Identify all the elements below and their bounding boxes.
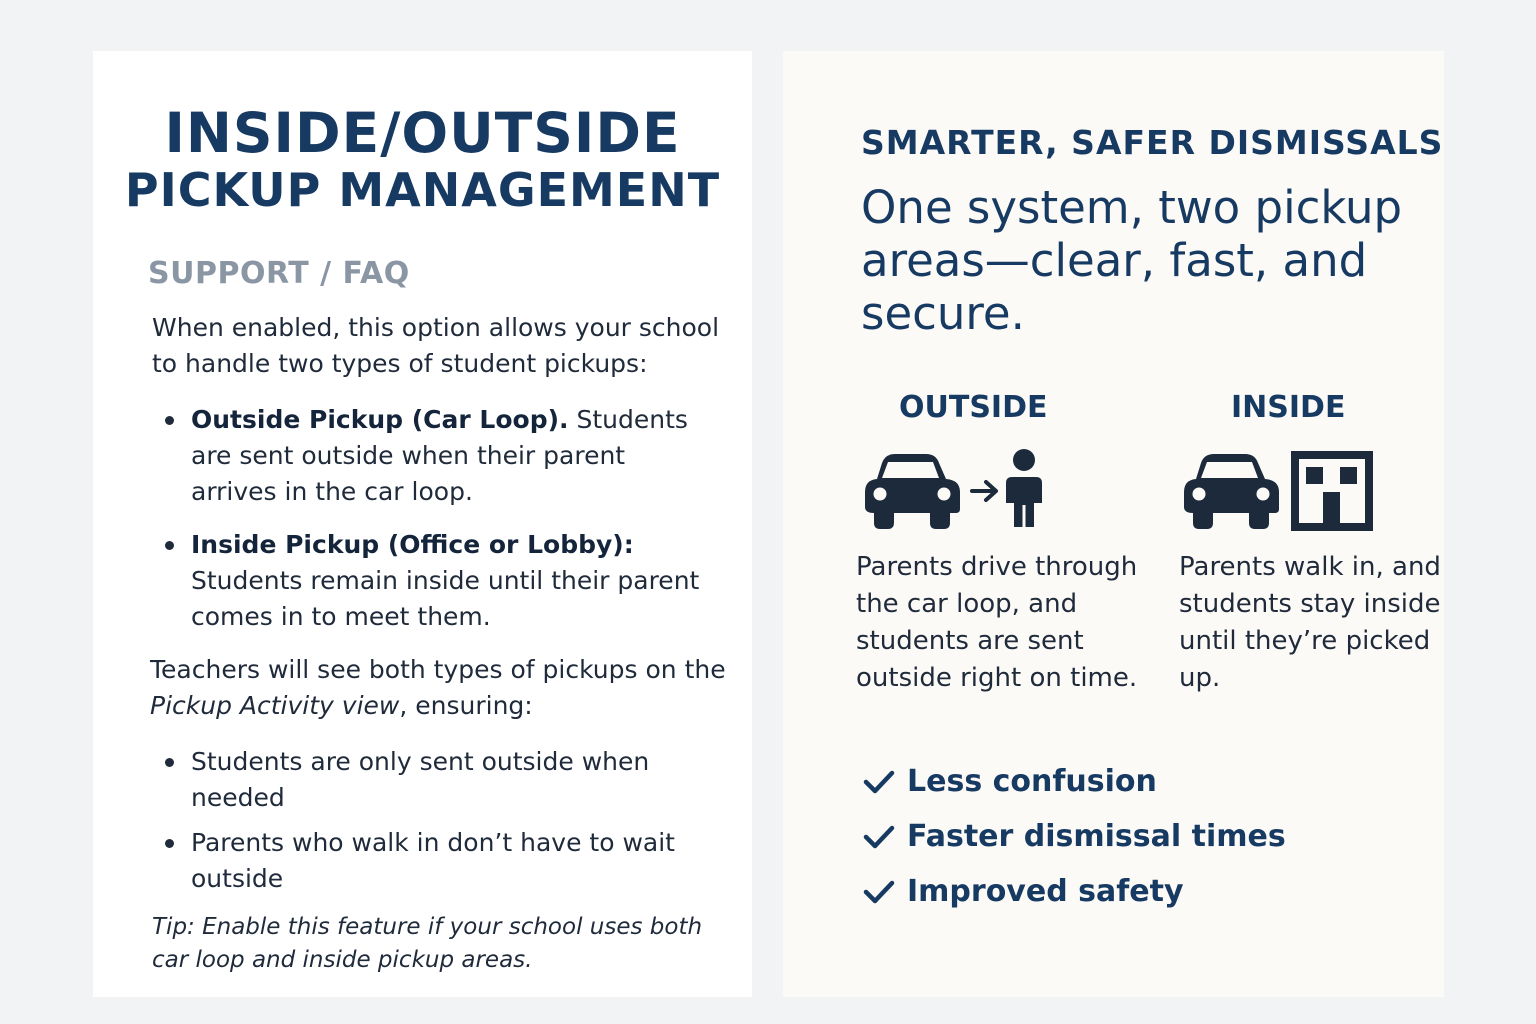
inside-description: Parents walk in, and students stay inside until they’re picked up. bbox=[1179, 552, 1441, 693]
page-title: INSIDE/OUTSIDE bbox=[164, 101, 681, 165]
building-icon bbox=[1291, 451, 1373, 531]
bullet-icon bbox=[165, 541, 174, 550]
car-to-person-icon bbox=[864, 447, 1049, 531]
teachers-paragraph: Teachers will see both types of pickups on the Pickup Activity view, ensuring: bbox=[150, 655, 726, 720]
bullet-icon bbox=[165, 839, 174, 848]
headline: One system, two pickup areas—clear, fast, and secure. bbox=[861, 181, 1403, 340]
car-icon bbox=[1184, 454, 1279, 529]
section-label: SUPPORT / FAQ bbox=[148, 256, 410, 291]
checkmark-icon bbox=[863, 768, 895, 796]
checkmark-icon bbox=[863, 878, 895, 906]
car-icon bbox=[865, 454, 960, 529]
list-item-text: Outside Pickup (Car Loop). Students are sent outside when their parent arrives in the car loop. bbox=[191, 405, 688, 506]
tip-text: Tip: Enable this feature if your school uses both car loop and inside pickup areas. bbox=[152, 914, 703, 973]
overview-panel bbox=[783, 51, 1444, 997]
kicker-heading: SMARTER, SAFER DISMISSALS bbox=[861, 123, 1444, 162]
page-subtitle: PICKUP MANAGEMENT bbox=[124, 163, 721, 217]
checkmark-icon bbox=[863, 823, 895, 851]
support-faq-panel bbox=[93, 51, 752, 997]
pickup-activity-view-reference: Pickup Activity view bbox=[150, 691, 400, 720]
list-item-text: Parents who walk in don’t have to wait outside bbox=[191, 828, 675, 893]
outside-column-title: OUTSIDE bbox=[899, 390, 1048, 425]
benefit-label: Faster dismissal times bbox=[907, 819, 1286, 854]
bullet-icon bbox=[165, 758, 174, 767]
bullet-icon bbox=[165, 416, 174, 425]
inside-column-title: INSIDE bbox=[1231, 390, 1346, 425]
list-item-text: Inside Pickup (Office or Lobby): Students remain inside until their parent comes in to meet them. bbox=[191, 530, 700, 631]
benefit-label: Less confusion bbox=[907, 764, 1157, 799]
intro-paragraph: When enabled, this option allows your school to handle two types of student pickups: bbox=[152, 313, 720, 378]
list-item-text: Students are only sent outside when needed bbox=[191, 747, 650, 812]
outside-description: Parents drive through the car loop, and students are sent outside right on time. bbox=[856, 552, 1138, 693]
arrow-right-icon bbox=[972, 482, 996, 500]
car-and-building-icon bbox=[1183, 449, 1378, 533]
benefit-label: Improved safety bbox=[907, 874, 1184, 909]
person-icon bbox=[1006, 449, 1042, 527]
